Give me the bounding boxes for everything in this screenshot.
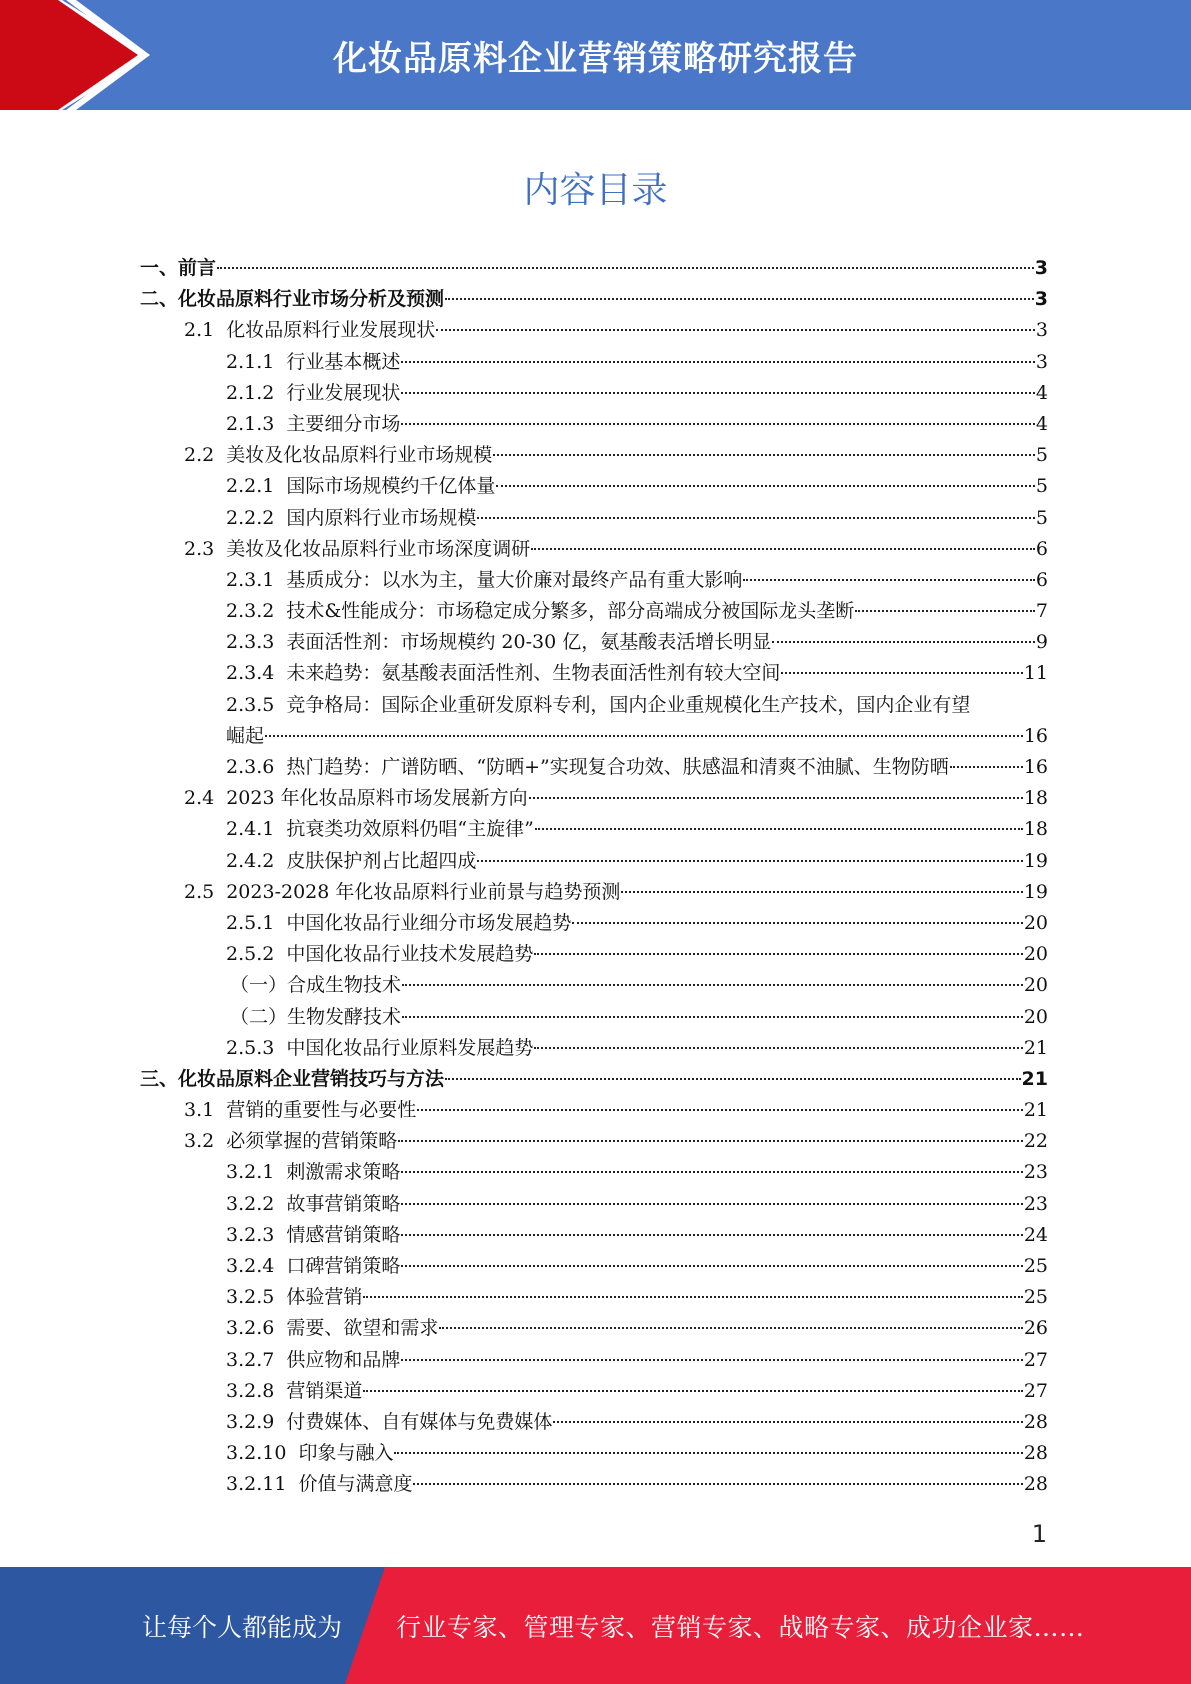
- toc-entry-title: 刺激需求策略: [286, 1161, 401, 1184]
- toc-entry-page: 5: [1035, 506, 1048, 529]
- toc-entry-title: 主要细分市场: [286, 412, 401, 435]
- toc-entry[interactable]: [140, 1469, 1048, 1500]
- dot-leader: [401, 1234, 1022, 1236]
- toc-entry-page: 19: [1023, 849, 1048, 872]
- toc-entry-number: 2.3.4: [226, 662, 275, 685]
- toc-entry[interactable]: [140, 378, 1048, 409]
- toc-entry-number: 2.5.2: [226, 943, 275, 966]
- toc-entry-page: 25: [1023, 1286, 1048, 1309]
- toc-entry-number: 3.2.4: [226, 1255, 275, 1277]
- toc-entry[interactable]: [140, 814, 1048, 845]
- dot-leader: [363, 1390, 1022, 1392]
- dot-leader: [496, 485, 1035, 487]
- toc-entry-page: 20: [1023, 974, 1048, 997]
- toc-entry-title: 2023 年化妆品原料市场发展新方向: [226, 787, 528, 810]
- toc-entry[interactable]: [140, 471, 1048, 502]
- toc-entry-number: 3.2.1: [226, 1161, 275, 1184]
- toc-entry-page: 27: [1023, 1379, 1048, 1402]
- toc-entry-title: 2023-2028 年化妆品原料行业前景与趋势预测: [226, 880, 621, 903]
- dot-leader: [401, 423, 1035, 425]
- toc-entry-page: 3: [1034, 257, 1048, 279]
- dot-leader: [572, 922, 1022, 924]
- toc-entry-number: 2.3: [184, 537, 215, 560]
- toc-entry[interactable]: [140, 1126, 1048, 1157]
- dot-leader: [401, 1265, 1022, 1267]
- toc-entry-page: 21: [1021, 1067, 1048, 1090]
- toc-entry-title: 国内原料行业市场规模: [286, 506, 477, 529]
- toc-entry[interactable]: [140, 1282, 1048, 1313]
- dot-leader: [401, 1359, 1022, 1361]
- toc-entry-title: 供应物和品牌: [286, 1348, 401, 1371]
- toc-entry-title: 口碑营销策略: [286, 1255, 401, 1277]
- toc-entry[interactable]: [140, 284, 1048, 315]
- toc-entry-title: 抗衰类功效原料仍唱“主旋律”: [286, 818, 534, 841]
- toc-entry-page: 28: [1023, 1473, 1048, 1496]
- dot-leader: [401, 392, 1035, 394]
- toc-entry-number: 2.3.6: [226, 756, 275, 778]
- toc-entry-page: 18: [1023, 787, 1048, 810]
- dot-leader: [621, 891, 1022, 893]
- toc-entry-title: 竞争格局：国际企业重研发原料专利，国内企业重规模化生产技术，国内企业有望: [286, 693, 971, 716]
- toc-entry-title: 国际市场规模约千亿体量: [286, 475, 496, 498]
- dot-leader: [553, 1421, 1022, 1423]
- toc-entry[interactable]: [140, 846, 1048, 877]
- toc-entry[interactable]: [140, 690, 1048, 721]
- toc-entry-page: 6: [1035, 537, 1048, 560]
- toc-entry-number: 2.1: [184, 319, 215, 342]
- toc-entry-number: 2.3.2: [226, 600, 275, 623]
- toc-entry-title: 基质成分：以水为主，量大价廉对最终产品有重大影响: [286, 568, 743, 591]
- dot-leader: [398, 1140, 1023, 1142]
- toc-entry-title: 需要、欲望和需求: [286, 1317, 439, 1340]
- footer-slogan-left: 让每个人都能成为: [142, 1612, 343, 1642]
- toc-entry[interactable]: [140, 1251, 1048, 1282]
- toc-entry-title: 中国化妆品行业技术发展趋势: [286, 943, 534, 966]
- dot-leader: [781, 672, 1022, 674]
- toc-entry-title: 故事营销策略: [286, 1192, 401, 1215]
- toc-entry-number: 3.2.9: [226, 1410, 275, 1433]
- toc-entry-page: 7: [1035, 600, 1048, 623]
- toc-entry-page: 3: [1035, 319, 1048, 342]
- dot-leader: [477, 860, 1022, 862]
- toc-entry[interactable]: [140, 658, 1048, 689]
- toc-entry-title: 中国化妆品行业原料发展趋势: [286, 1036, 534, 1059]
- toc-entry-page: 11: [1023, 662, 1048, 685]
- toc-entry-number: 2.2: [184, 444, 215, 467]
- dot-leader: [477, 517, 1035, 519]
- toc-entry-title: 美妆及化妆品原料行业市场规模: [226, 444, 493, 467]
- toc-entry-number: 2.1.1: [226, 350, 275, 373]
- toc-entry[interactable]: [140, 1002, 1048, 1033]
- dot-leader: [402, 1016, 1023, 1018]
- dot-leader: [439, 1327, 1022, 1329]
- toc-entry-number: 2.3.5: [226, 693, 275, 716]
- toc-entry-number: 3.2: [184, 1130, 215, 1153]
- footer-banner: [0, 1567, 1191, 1684]
- toc-entry[interactable]: [140, 1033, 1048, 1064]
- dot-leader: [534, 1047, 1022, 1049]
- footer-slogan-right: 行业专家、管理专家、营销专家、战略专家、成功企业家……: [396, 1612, 1085, 1642]
- toc-entry-title: 价值与满意度: [298, 1473, 413, 1496]
- toc-entry-title: 营销渠道: [286, 1379, 363, 1402]
- chevron-arrow-icon: [0, 0, 160, 110]
- toc-entry-title: 美妆及化妆品原料行业市场深度调研: [226, 537, 531, 560]
- toc-entry[interactable]: [140, 347, 1048, 378]
- toc-entry-page: 16: [1023, 724, 1048, 747]
- dot-leader: [493, 454, 1035, 456]
- dot-leader: [950, 766, 1023, 768]
- toc-entry[interactable]: [140, 565, 1048, 596]
- toc-entry-page: 20: [1023, 911, 1048, 934]
- toc-entry-title: 印象与融入: [298, 1442, 394, 1465]
- toc-entry-number: 2.4.1: [226, 818, 275, 841]
- toc-entry-number: 3.1: [184, 1099, 215, 1122]
- toc-entry-page: 20: [1023, 1005, 1048, 1028]
- toc-entry-title: 表面活性剂：市场规模约 20-30 亿，氨基酸表活增长明显: [286, 631, 772, 654]
- toc-entry-title: 二、化妆品原料行业市场分析及预测: [140, 288, 445, 311]
- dot-leader: [217, 267, 1034, 269]
- toc-entry-page: 3: [1035, 350, 1048, 373]
- toc-entry[interactable]: [140, 1064, 1048, 1095]
- report-title: 化妆品原料企业营销策略研究报告: [333, 38, 858, 79]
- toc-entry[interactable]: [140, 627, 1048, 658]
- dot-leader: [401, 361, 1035, 363]
- dot-leader: [363, 1296, 1022, 1298]
- toc-entry[interactable]: [140, 1376, 1048, 1407]
- dot-leader: [743, 579, 1035, 581]
- toc-entry[interactable]: [140, 596, 1048, 627]
- toc-entry-page: 3: [1034, 288, 1048, 311]
- toc-entry-number: 3.2.10: [226, 1442, 287, 1465]
- toc-entry[interactable]: [140, 970, 1048, 1001]
- toc-entry-page: 16: [1023, 756, 1048, 778]
- toc-entry[interactable]: [140, 783, 1048, 814]
- toc-entry[interactable]: [140, 534, 1048, 565]
- toc-entry-page: 24: [1023, 1223, 1048, 1246]
- toc-entry-number: 2.5.1: [226, 911, 275, 934]
- dot-leader: [413, 1483, 1022, 1485]
- toc-entry-number: 2.4.2: [226, 849, 275, 872]
- toc-entry[interactable]: [140, 939, 1048, 970]
- toc-entry[interactable]: [140, 721, 1048, 752]
- toc-entry-number: 3.2.3: [226, 1223, 275, 1246]
- toc-entry-page: 28: [1023, 1442, 1048, 1465]
- toc-entry[interactable]: [140, 1407, 1048, 1438]
- dot-leader: [534, 953, 1022, 955]
- toc-entry-title: 一、前言: [140, 257, 217, 279]
- dot-leader: [402, 984, 1023, 986]
- toc-entry-page: 21: [1023, 1036, 1048, 1059]
- toc-entry[interactable]: [140, 503, 1048, 534]
- dot-leader: [445, 1078, 1021, 1080]
- toc-entry[interactable]: [140, 1157, 1048, 1188]
- toc-entry-title: 行业基本概述: [286, 350, 401, 373]
- dot-leader: [855, 610, 1035, 612]
- toc-entry-number: 3.2.11: [226, 1473, 287, 1496]
- toc-entry-page: 26: [1023, 1317, 1048, 1340]
- toc-entry-title: 三、化妆品原料企业营销技巧与方法: [140, 1067, 445, 1090]
- toc-entry[interactable]: [140, 908, 1048, 939]
- toc-entry-page: 23: [1023, 1192, 1048, 1215]
- toc-entry-title: （一）合成生物技术: [230, 974, 402, 997]
- toc-entry[interactable]: [140, 440, 1048, 471]
- toc-entry-page: 5: [1035, 475, 1048, 498]
- toc-heading: 内容目录: [523, 170, 668, 211]
- toc-entry-page: 6: [1035, 568, 1048, 591]
- toc-entry-page: 23: [1023, 1161, 1048, 1184]
- toc-entry-number: 2.1.3: [226, 412, 275, 435]
- toc-entry-title: 化妆品原料行业发展现状: [226, 319, 436, 342]
- toc-entry-page: 4: [1035, 381, 1048, 404]
- toc-entry-title: 技术&性能成分：市场稳定成分繁多，部分高端成分被国际龙头垄断: [286, 600, 855, 623]
- toc-entry-title: 行业发展现状: [286, 381, 401, 404]
- toc-entry-page: 25: [1023, 1255, 1048, 1277]
- toc-entry-number: 2.4: [184, 787, 215, 810]
- page-number: 1: [1031, 1520, 1047, 1548]
- dot-leader: [531, 548, 1035, 550]
- toc-entry-title: 体验营销: [286, 1286, 363, 1309]
- toc-entry-page: 28: [1023, 1410, 1048, 1433]
- toc-entry[interactable]: [140, 1345, 1048, 1376]
- toc-entry-number: 3.2.6: [226, 1317, 275, 1340]
- toc-entry-title: 热门趋势：广谱防晒、“防晒+”实现复合功效、肤感温和清爽不油腻、生物防晒: [286, 756, 949, 778]
- toc-entry-title: 皮肤保护剂占比超四成: [286, 849, 477, 872]
- toc-entry-number: 3.2.8: [226, 1379, 275, 1402]
- toc-entry[interactable]: [140, 877, 1048, 908]
- toc-entry[interactable]: [140, 1438, 1048, 1469]
- dot-leader: [401, 1203, 1022, 1205]
- toc-entry[interactable]: [140, 1313, 1048, 1344]
- toc-entry-title: 崛起: [226, 724, 265, 747]
- toc-entry-page: 20: [1023, 943, 1048, 966]
- toc-entry-page: 27: [1023, 1348, 1048, 1371]
- toc-entry[interactable]: [140, 409, 1048, 440]
- toc-entry-number: 2.2.2: [226, 506, 275, 529]
- toc-entry-title: 营销的重要性与必要性: [226, 1099, 417, 1122]
- toc-entry-number: 2.5: [184, 880, 215, 903]
- toc-entry[interactable]: [140, 1220, 1048, 1251]
- toc-entry-number: 2.3.1: [226, 568, 275, 591]
- toc-entry-number: 2.5.3: [226, 1036, 275, 1059]
- dot-leader: [535, 828, 1023, 830]
- dot-leader: [401, 1171, 1022, 1173]
- toc-entry-page: 4: [1035, 412, 1048, 435]
- toc-entry-number: 2.1.2: [226, 381, 275, 404]
- toc-entry-number: 3.2.7: [226, 1348, 275, 1371]
- toc-entry-page: 21: [1023, 1099, 1048, 1122]
- dot-leader: [394, 1452, 1022, 1454]
- toc-entry-title: 情感营销策略: [286, 1223, 401, 1246]
- toc-entry-title: 未来趋势：氨基酸表面活性剂、生物表面活性剂有较大空间: [286, 662, 781, 685]
- toc-entry-number: 2.3.3: [226, 631, 275, 654]
- toc-entry-page: 22: [1023, 1130, 1048, 1153]
- table-of-contents: [140, 253, 1048, 1501]
- toc-entry[interactable]: [140, 1189, 1048, 1220]
- toc-entry-page: 19: [1023, 880, 1048, 903]
- header-banner: [0, 0, 1191, 110]
- dot-leader: [772, 641, 1035, 643]
- dot-leader: [436, 329, 1035, 331]
- toc-entry-title: 中国化妆品行业细分市场发展趋势: [286, 911, 572, 934]
- dot-leader: [417, 1109, 1023, 1111]
- toc-entry[interactable]: [140, 752, 1048, 783]
- toc-entry[interactable]: [140, 1095, 1048, 1126]
- dot-leader: [265, 735, 1023, 737]
- toc-entry[interactable]: [140, 253, 1048, 284]
- dot-leader: [529, 797, 1023, 799]
- toc-entry-title: 付费媒体、自有媒体与免费媒体: [286, 1410, 553, 1433]
- dot-leader: [445, 298, 1034, 300]
- toc-entry-number: 3.2.2: [226, 1192, 275, 1215]
- toc-entry-title: （二）生物发酵技术: [230, 1005, 402, 1028]
- toc-entry-page: 5: [1035, 444, 1048, 467]
- toc-entry-number: 2.2.1: [226, 475, 275, 498]
- toc-entry-number: 3.2.5: [226, 1286, 275, 1309]
- toc-entry-page: 18: [1023, 818, 1048, 841]
- toc-entry[interactable]: [140, 315, 1048, 346]
- toc-entry-title: 必须掌握的营销策略: [226, 1130, 398, 1153]
- toc-entry-page: 9: [1035, 631, 1048, 654]
